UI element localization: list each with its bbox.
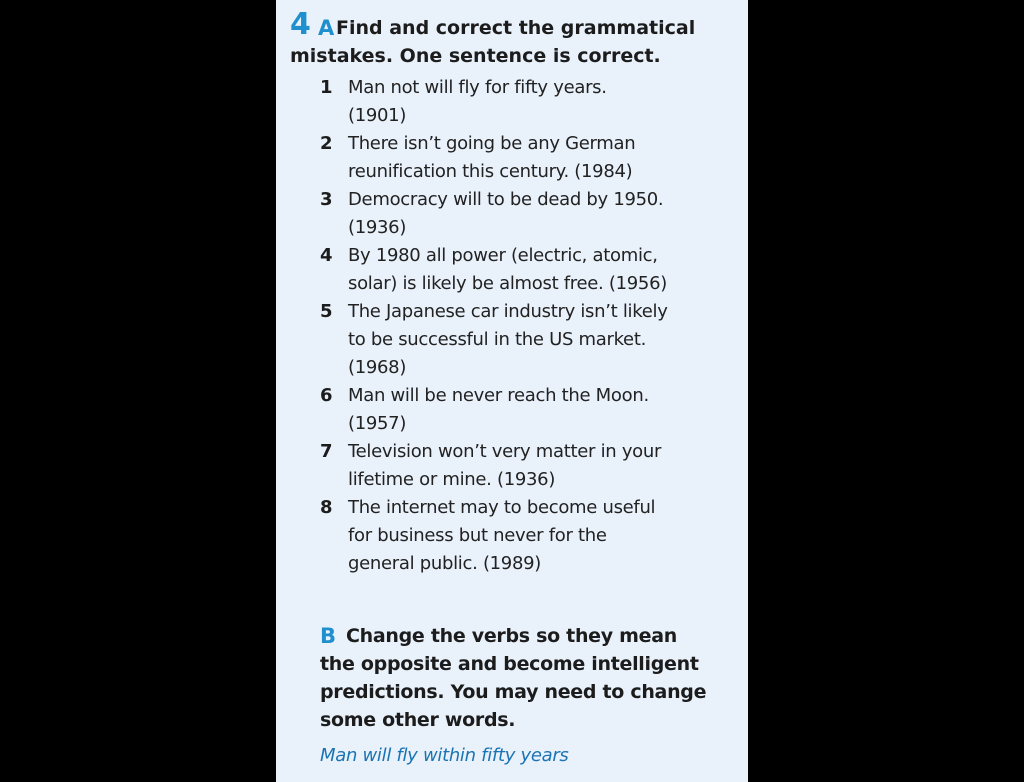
item-number: 8 [320,497,333,518]
item-text-line: By 1980 all power (electric, atomic, [348,245,658,266]
item-text-line: to be successful in the US market. [348,329,647,350]
sentence-item [320,382,720,438]
item-text-line: Democracy will to be dead by 1950. [348,189,664,210]
item-text-line: (1936) [348,217,407,238]
item-text-line: There isn’t going be any German [348,133,636,154]
part-a-instruction [290,14,716,70]
sentence-item [320,438,720,494]
part-a-instruction-line: Find and correct the grammatical [336,17,696,39]
item-text-line: reunification this century. (1984) [348,161,633,182]
part-b-instruction-line: predictions. You may need to change [320,681,707,703]
item-number: 4 [320,245,333,266]
item-text-line: lifetime or mine. (1936) [348,469,556,490]
item-text-line: Man will be never reach the Moon. [348,385,649,406]
item-number: 5 [320,301,333,322]
part-b-letter: B [320,624,337,648]
sentence-item [320,494,720,578]
item-number: 3 [320,189,333,210]
sentence-item [320,186,720,242]
sentence-item [320,74,720,130]
sentence-item [320,242,720,298]
example-answer: Man will fly within fifty years [320,745,569,766]
item-number: 7 [320,441,333,462]
sentence-list [320,74,720,578]
part-a-instruction-line: mistakes. One sentence is correct. [290,45,661,67]
item-text-line: (1968) [348,357,407,378]
item-text-line: The internet may to become useful [348,497,656,518]
item-text-line: (1901) [348,105,407,126]
item-text-line: Television won’t very matter in your [348,441,662,462]
textbook-page [276,0,748,782]
item-text-line: general public. (1989) [348,553,541,574]
exercise-number: 4 [290,7,311,42]
item-text-line: Man not will fly for fifty years. [348,77,607,98]
part-a-letter: A [318,16,335,40]
part-b-instruction-line: some other words. [320,709,516,731]
part-b-instruction-line: Change the verbs so they mean [346,625,677,647]
item-text-line: solar) is likely be almost free. (1956) [348,273,667,294]
item-text-line: The Japanese car industry isn’t likely [348,301,668,322]
part-b [320,622,720,734]
part-b-instruction [320,622,720,734]
sentence-item [320,130,720,186]
sentence-item [320,298,720,382]
part-b-instruction-line: the opposite and become intelligent [320,653,699,675]
item-number: 6 [320,385,333,406]
item-number: 1 [320,77,333,98]
item-text-line: for business but never for the [348,525,607,546]
item-number: 2 [320,133,333,154]
item-text-line: (1957) [348,413,407,434]
